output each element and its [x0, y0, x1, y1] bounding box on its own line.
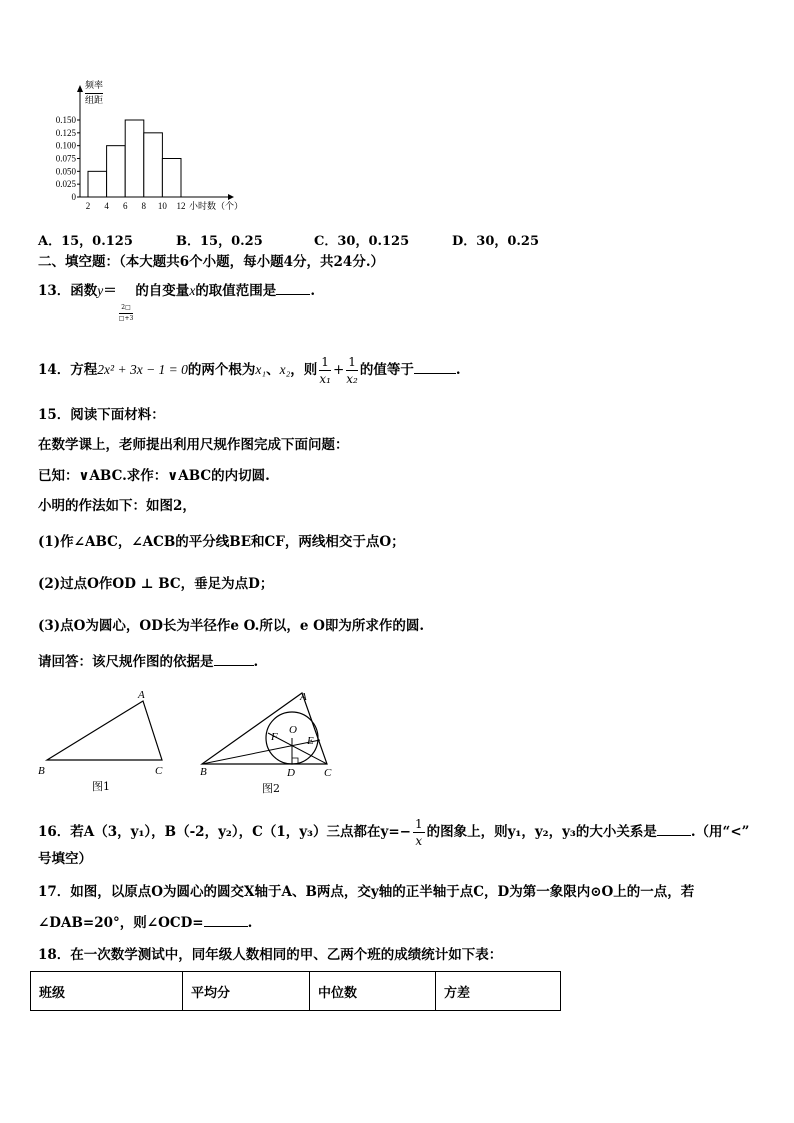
fig2-label-o: O [289, 724, 297, 736]
histogram-bar [107, 146, 126, 197]
fig2-label-b: B [200, 766, 207, 778]
q13-prefix: 13．函数 [38, 283, 98, 299]
ylabel-bottom: 组距 [85, 96, 104, 106]
q14-fraction-2 [346, 356, 358, 385]
fig2-label-a: A [300, 691, 307, 703]
table-header-class: 班级 [31, 972, 183, 1011]
q12-option-b: B．15，0.25 [176, 234, 263, 249]
x-tick-label: 4 [104, 201, 109, 211]
x-axis-arrow [228, 194, 234, 200]
q16-post: 的图象上，则y₁，y₂，y₃的大小关系是 [426, 824, 657, 840]
fig1-caption: 图1 [92, 780, 110, 793]
q17-line-1: 17．如图，以原点O为圆心的圆交X轴于A、B两点，交y轴的正半轴于点C，D为第一象限内⊙O上的一点，若 [38, 884, 695, 900]
q16-frac-den: x [415, 834, 423, 848]
histogram-bar [144, 133, 163, 197]
fig2-triangle [202, 693, 327, 764]
q13-var-y: y [97, 283, 104, 298]
q14-answer-blank [414, 373, 456, 374]
q14-f2-den: x₂ [346, 372, 358, 386]
ylabel-top: 频率 [85, 82, 103, 94]
q16-post2: .（用“<” [690, 824, 750, 840]
q13-eq: ＝ [103, 283, 117, 299]
y-tick-label: 0.050 [55, 166, 76, 177]
q18-table [30, 971, 561, 1011]
q15-step-3: (3)点O为圆心，OD长为半径作e O.所以，e O即为所求作的圆. [38, 618, 425, 634]
q16-answer-blank [657, 835, 691, 836]
question-13 [38, 284, 315, 322]
fig1-label-c: C [155, 765, 163, 777]
y-tick-label: 0.025 [55, 179, 76, 190]
q14-mid: 的两个根为 [187, 362, 256, 378]
q12-option-c: C．30，0.125 [314, 234, 410, 249]
q15-step-1: (1)作∠ABC，∠ACB的平分线BE和CF，两线相交于点O； [38, 534, 405, 550]
q17-end: . [247, 915, 253, 931]
section-2-heading: 二、填空题：（本大题共6个小题，每小题4分，共24分.） [38, 254, 385, 270]
q16-prefix: 16．若A（3，y₁），B（-2，y₂），C（1，y₃）三点都在y=− [38, 824, 411, 840]
q12-option-d: D．30，0.25 [452, 234, 540, 249]
q15-line-3: 已知：∨ABC.求作：∨ABC的内切圆. [38, 468, 270, 484]
q17-answer-blank [204, 926, 248, 927]
fig2-label-c: C [324, 767, 332, 779]
q15-line-1: 15．阅读下面材料： [38, 407, 165, 423]
histogram-bar [125, 120, 144, 197]
x-tick-label: 2 [85, 201, 91, 211]
q13-frac-den: □+3 [118, 315, 134, 322]
q14-f1-num: 1 [321, 355, 329, 369]
question-16 [38, 818, 749, 847]
q14-end: . [455, 362, 461, 378]
histogram-bar [162, 159, 181, 198]
q15-question [38, 656, 258, 670]
y-tick-label: 0.100 [55, 140, 76, 151]
table-row [31, 972, 561, 1011]
q15-answer-blank [214, 665, 254, 666]
q14-f2-num: 1 [348, 355, 356, 369]
figure-1 [38, 689, 163, 793]
fig2-label-e: E [307, 735, 314, 747]
q16-fraction [413, 818, 425, 847]
q17-text: ∠DAB=20°，则∠OCD= [38, 915, 204, 931]
figures [30, 682, 360, 798]
q13-text2: 的取值范围是 [195, 283, 277, 299]
fig1-triangle [47, 701, 162, 760]
q14-f1-den: x₁ [319, 372, 331, 386]
q18-intro: 18．在一次数学测试中，同年级人数相同的甲、乙两个班的成绩统计如下表： [38, 947, 503, 963]
histogram-chart [40, 78, 270, 218]
x-tick-label: 10 [157, 201, 167, 211]
fig2-label-f: F [271, 731, 278, 743]
q14-sep: 、 [266, 362, 280, 378]
y-tick-label: 0.125 [55, 127, 76, 138]
x-tick-label: 12 [176, 201, 186, 211]
fig2-caption: 图2 [262, 782, 280, 795]
q14-fraction-1 [319, 356, 331, 385]
y-axis-arrow [77, 85, 83, 92]
q13-text: 的自变量 [135, 283, 190, 299]
figure-2 [200, 691, 332, 795]
question-14 [38, 356, 461, 385]
q13-fraction [119, 305, 134, 322]
q16-frac-num: 1 [414, 817, 423, 831]
table-header-mean: 平均分 [183, 972, 310, 1011]
q14-plus: + [332, 362, 345, 378]
fig1-label-b: B [38, 765, 45, 777]
y-tick-label: 0.075 [55, 153, 76, 164]
q14-equation: 2x² + 3x − 1 = 0 [97, 362, 188, 377]
q13-frac-num: 2□ [119, 305, 133, 314]
q13-answer-blank [276, 294, 310, 295]
y-tick-label: 0.150 [55, 115, 76, 125]
histogram-bar [88, 171, 107, 197]
q15-step-2: (2)过点O作OD ⊥ BC，垂足为点D； [38, 576, 274, 592]
histogram-ylabel [85, 82, 103, 106]
table-header-variance: 方差 [436, 972, 561, 1011]
q14-prefix: 14．方程 [38, 362, 98, 378]
x-tick-label: 6 [122, 201, 128, 211]
x-tick-label: 8 [141, 201, 147, 211]
table-header-median: 中位数 [310, 972, 436, 1011]
y-tick-label: 0 [71, 192, 76, 202]
q13-end: . [310, 283, 316, 299]
fig2-label-d: D [287, 767, 295, 779]
x-axis-label: 小时数（个） [189, 202, 244, 212]
q14-x1: x₁ [255, 362, 267, 377]
q14-post: 的值等于 [359, 362, 414, 378]
q15-end: . [253, 654, 259, 670]
fig1-label-a: A [138, 689, 145, 701]
q15-line-2: 在数学课上，老师提出利用尺规作图完成下面问题： [38, 437, 349, 453]
q13-var-x: x [189, 283, 196, 298]
q17-line-2 [38, 917, 252, 931]
q15-ask: 请回答：该尺规作图的依据是 [38, 654, 214, 670]
q12-option-a: A．15，0.125 [38, 234, 133, 249]
q15-line-4: 小明的作法如下：如图2， [38, 498, 196, 514]
q14-x2: x₂ [279, 362, 291, 377]
q16-line-2: 号填空） [38, 851, 92, 867]
histogram-plot [56, 85, 243, 212]
q14-then: ，则 [290, 362, 318, 378]
